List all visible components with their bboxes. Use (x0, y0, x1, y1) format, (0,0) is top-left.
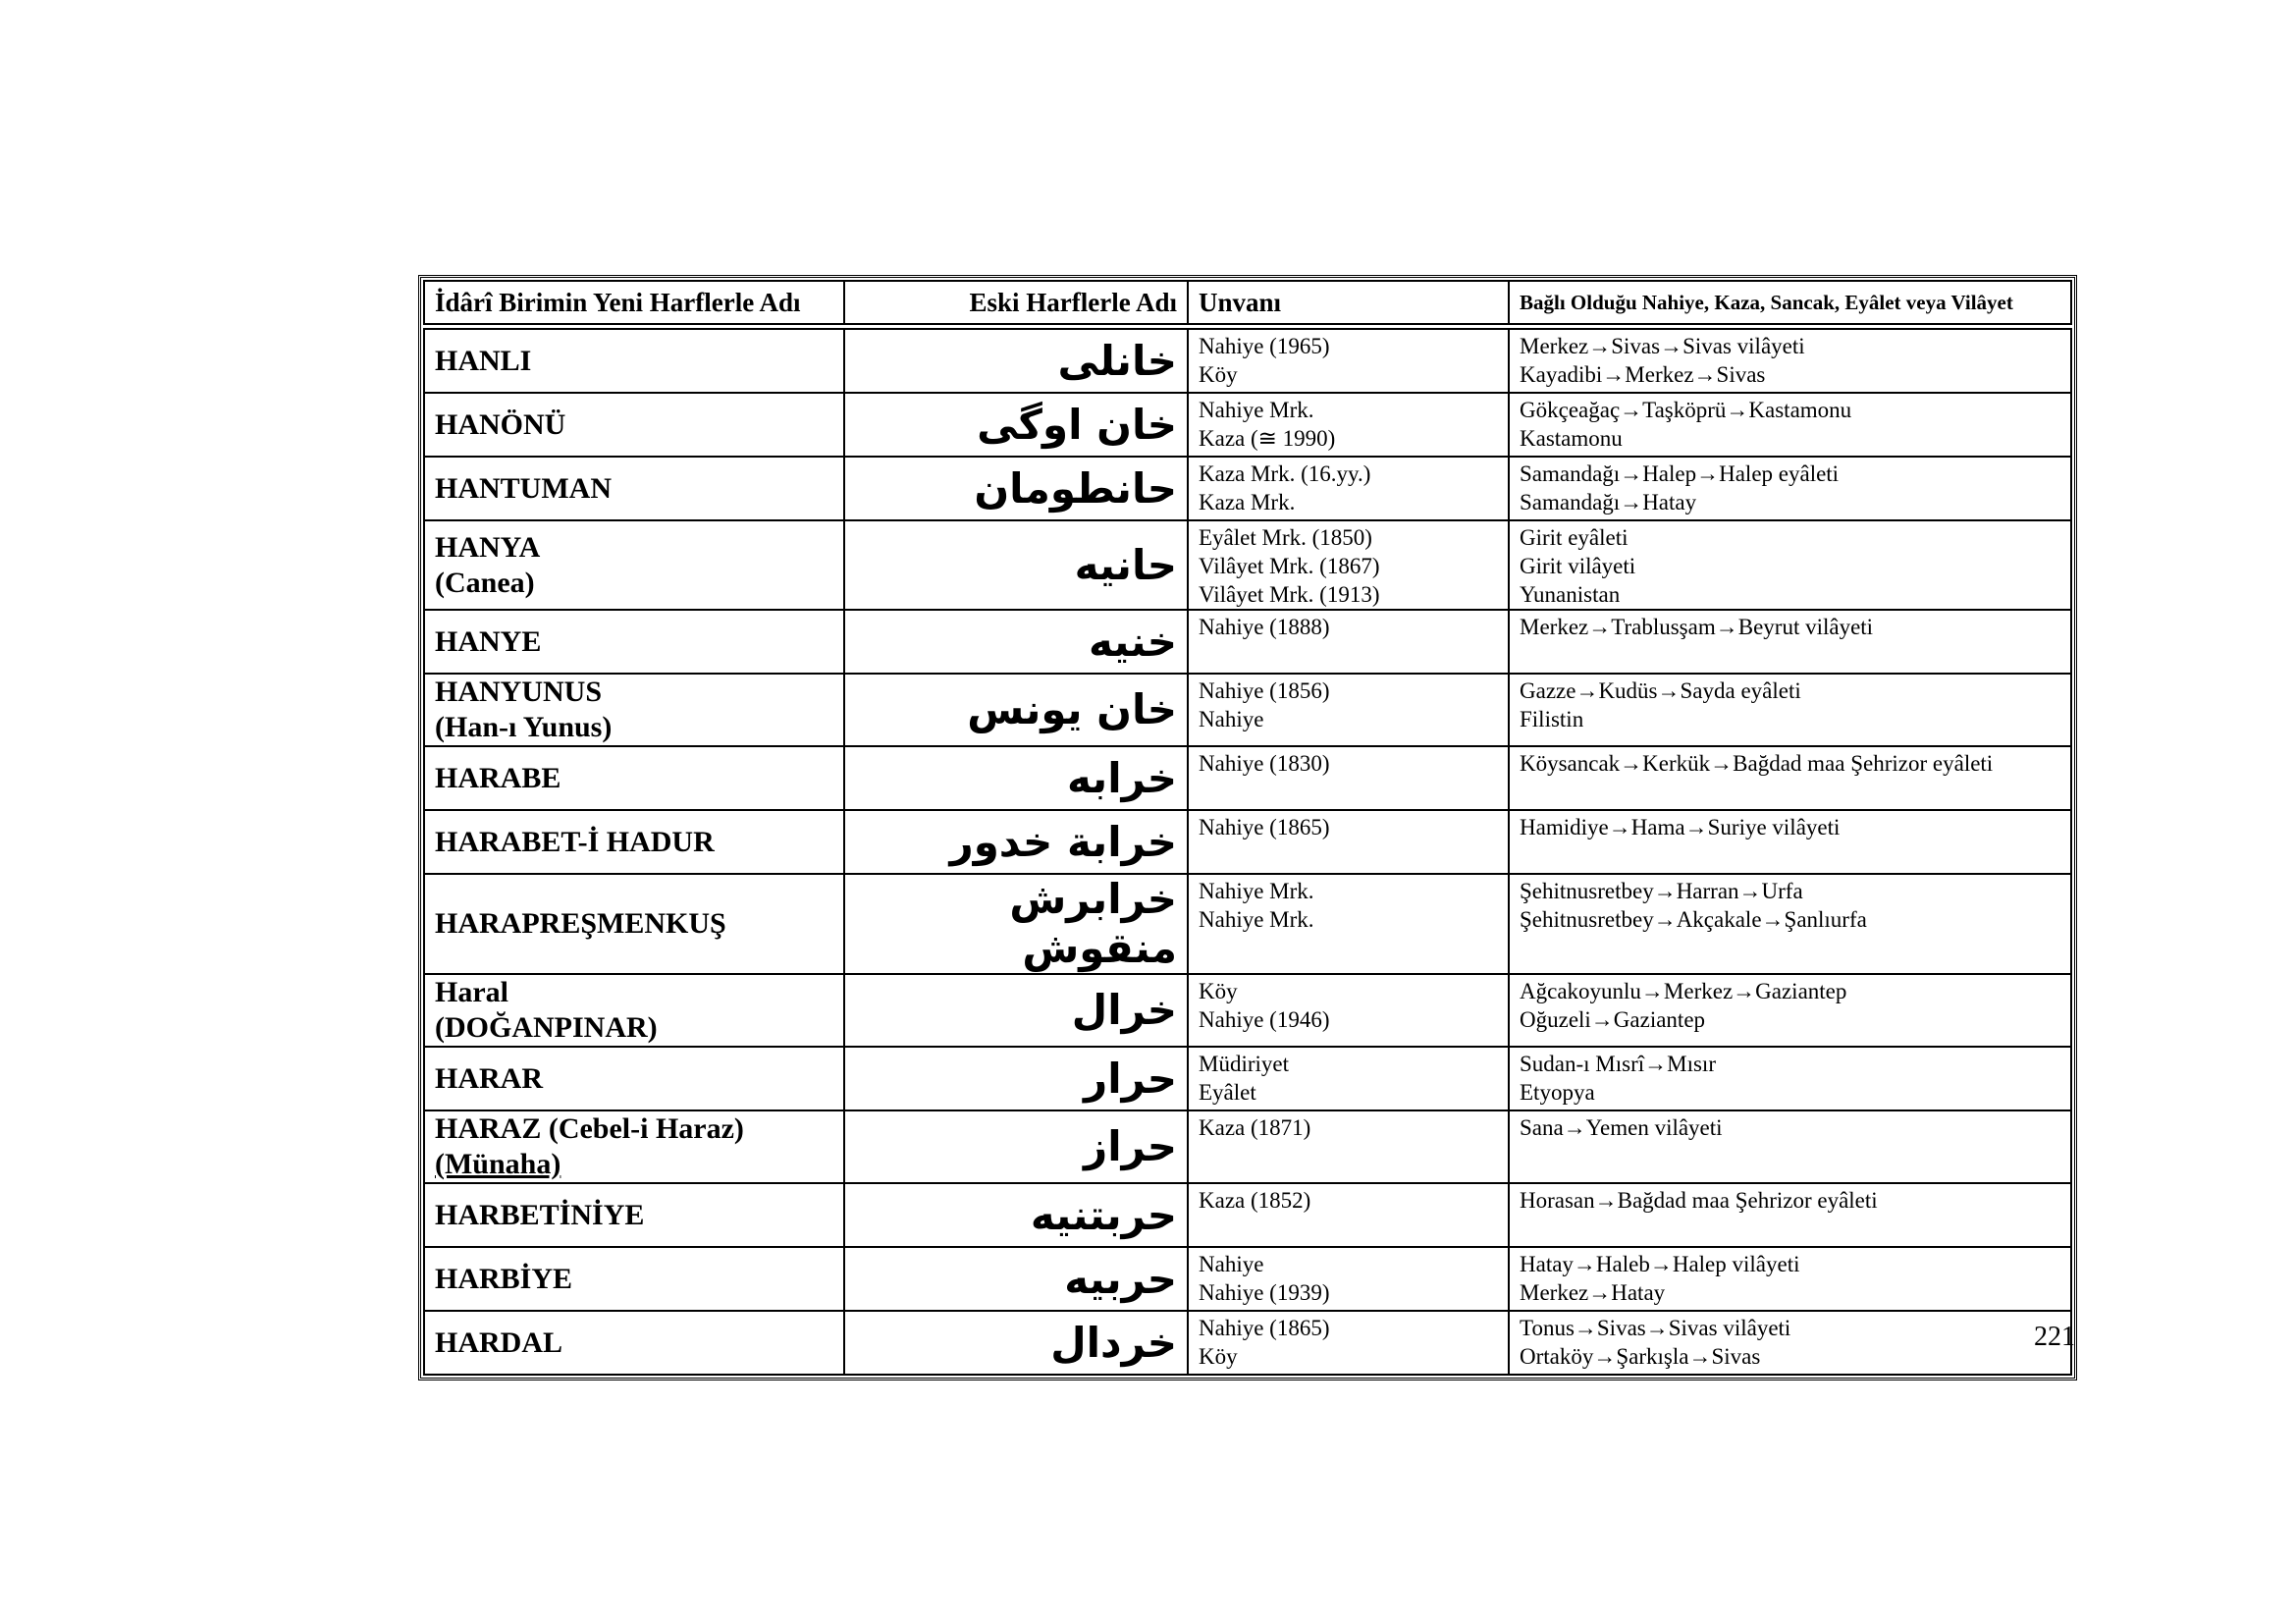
bagli-line: Şehitnusretbey→Harran→Urfa (1520, 879, 1803, 903)
yeni-ad-line: (Münaha) (435, 1148, 561, 1180)
cell-yeni-ad (424, 1183, 844, 1247)
unvan-line: Köy (1199, 1344, 1238, 1369)
cell-bagli (1509, 457, 2071, 520)
cell-unvan (1188, 610, 1509, 674)
bagli-line: Samandağı→Hatay (1520, 490, 1697, 514)
cell-eski-ad: خرال (844, 974, 1188, 1047)
unvan-line: Eyâlet Mrk. (1850) (1199, 525, 1372, 550)
gazetteer-table-frame (418, 275, 2077, 1380)
yeni-ad-line: HARABET-İ HADUR (435, 825, 715, 858)
cell-eski-ad: خان اوگى (844, 393, 1188, 457)
cell-eski-ad: خان يونس (844, 674, 1188, 746)
cell-yeni-ad (424, 457, 844, 520)
cell-unvan (1188, 457, 1509, 520)
bagli-line: Samandağı→Halep→Halep eyâleti (1520, 461, 1840, 486)
table-body (424, 329, 2071, 1375)
unvan-line: Nahiye (1830) (1199, 751, 1330, 776)
cell-yeni-ad (424, 874, 844, 974)
bagli-line: Merkez→Sivas→Sivas vilâyeti (1520, 334, 1805, 358)
page-number: 221 (2034, 1322, 2075, 1352)
yeni-ad-line: HARABE (435, 761, 561, 794)
cell-bagli (1509, 674, 2071, 746)
yeni-ad-line: HANLI (435, 344, 532, 377)
yeni-ad-line: HARAPREŞMENKUŞ (435, 907, 726, 940)
table-row (424, 1183, 2071, 1247)
bagli-line: Etyopya (1520, 1080, 1595, 1105)
unvan-line: Kaza Mrk. (1199, 490, 1296, 514)
bagli-line: Gazze→Kudüs→Sayda eyâleti (1520, 678, 1801, 703)
unvan-line: Müdiriyet (1199, 1052, 1289, 1076)
yeni-ad-line: HANYA (435, 530, 541, 564)
yeni-ad-line: (Han-ı Yunus) (435, 711, 613, 743)
unvan-line: Vilâyet Mrk. (1913) (1199, 582, 1380, 607)
cell-bagli (1509, 810, 2071, 874)
cell-yeni-ad (424, 1110, 844, 1183)
unvan-line: Nahiye Mrk. (1199, 398, 1314, 422)
table-row (424, 393, 2071, 457)
cell-eski-ad: حرار (844, 1047, 1188, 1110)
cell-eski-ad: خنيه (844, 610, 1188, 674)
yeni-ad-line: HARBETİNİYE (435, 1198, 645, 1231)
cell-yeni-ad (424, 746, 844, 810)
cell-yeni-ad (424, 1047, 844, 1110)
table-row (424, 974, 2071, 1047)
table-row (424, 1047, 2071, 1110)
yeni-ad-line: (DOĞANPINAR) (435, 1011, 658, 1044)
bagli-line: Horasan→Bağdad maa Şehrizor eyâleti (1520, 1188, 1878, 1213)
cell-unvan (1188, 810, 1509, 874)
cell-yeni-ad (424, 329, 844, 393)
bagli-line: Ortaköy→Şarkışla→Sivas (1520, 1344, 1761, 1369)
table-row (424, 810, 2071, 874)
cell-unvan (1188, 1183, 1509, 1247)
unvan-line: Nahiye (1939) (1199, 1280, 1330, 1305)
cell-eski-ad: خانلى (844, 329, 1188, 393)
cell-eski-ad: حانطومان (844, 457, 1188, 520)
yeni-ad-line: HANYUNUS (435, 676, 603, 708)
cell-bagli (1509, 393, 2071, 457)
cell-yeni-ad (424, 974, 844, 1047)
bagli-line: Hamidiye→Hama→Suriye vilâyeti (1520, 815, 1841, 839)
cell-bagli (1509, 610, 2071, 674)
bagli-line: Tonus→Sivas→Sivas vilâyeti (1520, 1316, 1791, 1340)
cell-unvan (1188, 1311, 1509, 1375)
cell-bagli (1509, 746, 2071, 810)
bagli-line: Girit vilâyeti (1520, 554, 1636, 578)
cell-eski-ad: حربتنيه (844, 1183, 1188, 1247)
bagli-line: Hatay→Haleb→Halep vilâyeti (1520, 1252, 1800, 1276)
bagli-line: Köysancak→Kerkük→Bağdad maa Şehrizor eyâleti (1520, 751, 1994, 776)
table-row (424, 674, 2071, 746)
header-eski-ad: Eski Harflerle Adı (844, 281, 1188, 324)
yeni-ad-line: HARBİYE (435, 1262, 573, 1295)
cell-bagli (1509, 1247, 2071, 1311)
cell-unvan (1188, 1110, 1509, 1183)
cell-bagli (1509, 874, 2071, 974)
yeni-ad-line: HANÖNÜ (435, 407, 566, 441)
yeni-ad-line: HANYE (435, 624, 542, 658)
unvan-line: Nahiye Mrk. (1199, 879, 1314, 903)
unvan-line: Kaza Mrk. (16.yy.) (1199, 461, 1371, 486)
cell-bagli (1509, 329, 2071, 393)
cell-eski-ad: خردال (844, 1311, 1188, 1375)
cell-bagli (1509, 1047, 2071, 1110)
unvan-line: Nahiye (1865) (1199, 815, 1330, 839)
unvan-line: Nahiye (1946) (1199, 1007, 1330, 1032)
cell-bagli (1509, 974, 2071, 1047)
yeni-ad-line: HARAZ (Cebel-i Haraz) (435, 1112, 744, 1145)
cell-eski-ad: حراز (844, 1110, 1188, 1183)
table-header (424, 281, 2071, 329)
header-yeni-ad: İdârî Birimin Yeni Harflerle Adı (424, 281, 844, 324)
unvan-line: Vilâyet Mrk. (1867) (1199, 554, 1380, 578)
table-row (424, 457, 2071, 520)
cell-yeni-ad (424, 393, 844, 457)
table-row (424, 1110, 2071, 1183)
unvan-line: Köy (1199, 362, 1238, 387)
bagli-line: Oğuzeli→Gaziantep (1520, 1007, 1706, 1032)
unvan-line: Nahiye (1199, 707, 1264, 731)
bagli-line: Sana→Yemen vilâyeti (1520, 1115, 1723, 1140)
bagli-line: Kastamonu (1520, 426, 1623, 451)
cell-unvan (1188, 974, 1509, 1047)
bagli-line: Filistin (1520, 707, 1584, 731)
unvan-line: Nahiye (1965) (1199, 334, 1330, 358)
yeni-ad-line: HANTUMAN (435, 471, 612, 505)
unvan-line: Nahiye (1199, 1252, 1264, 1276)
table-row (424, 874, 2071, 974)
cell-bagli (1509, 520, 2071, 610)
unvan-line: Kaza (≅ 1990) (1199, 426, 1336, 451)
bagli-line: Girit eyâleti (1520, 525, 1629, 550)
unvan-line: Nahiye Mrk. (1199, 907, 1314, 932)
unvan-line: Nahiye (1865) (1199, 1316, 1330, 1340)
cell-yeni-ad (424, 610, 844, 674)
cell-unvan (1188, 1247, 1509, 1311)
unvan-line: Kaza (1852) (1199, 1188, 1311, 1213)
cell-unvan (1188, 520, 1509, 610)
unvan-line: Kaza (1871) (1199, 1115, 1311, 1140)
cell-yeni-ad (424, 1247, 844, 1311)
bagli-line: Sudan-ı Mısrî→Mısır (1520, 1052, 1716, 1076)
yeni-ad-line: HARDAL (435, 1326, 563, 1359)
unvan-line: Nahiye (1888) (1199, 615, 1330, 639)
cell-unvan (1188, 746, 1509, 810)
bagli-line: Şehitnusretbey→Akçakale→Şanlıurfa (1520, 907, 1867, 932)
bagli-line: Merkez→Hatay (1520, 1280, 1666, 1305)
bagli-line: Kayadibi→Merkez→Sivas (1520, 362, 1766, 387)
cell-unvan (1188, 329, 1509, 393)
cell-yeni-ad (424, 1311, 844, 1375)
cell-unvan (1188, 393, 1509, 457)
cell-eski-ad: حربيه (844, 1247, 1188, 1311)
cell-bagli (1509, 1183, 2071, 1247)
bagli-line: Yunanistan (1520, 582, 1621, 607)
header-unvan: Unvanı (1188, 281, 1509, 324)
table-row (424, 1247, 2071, 1311)
cell-yeni-ad (424, 520, 844, 610)
bagli-line: Gökçeağaç→Taşköprü→Kastamonu (1520, 398, 1852, 422)
bagli-line: Merkez→Trablusşam→Beyrut vilâyeti (1520, 615, 1874, 639)
table-row (424, 610, 2071, 674)
cell-unvan (1188, 874, 1509, 974)
cell-yeni-ad (424, 810, 844, 874)
cell-unvan (1188, 1047, 1509, 1110)
gazetteer-table (423, 280, 2072, 1376)
cell-eski-ad: خرابه (844, 746, 1188, 810)
table-row (424, 746, 2071, 810)
header-bagli: Bağlı Olduğu Nahiye, Kaza, Sancak, Eyâlet veya Vilâyet (1509, 281, 2071, 324)
unvan-line: Nahiye (1856) (1199, 678, 1330, 703)
table-row (424, 520, 2071, 610)
cell-eski-ad: خرابة خدور (844, 810, 1188, 874)
cell-eski-ad: خرابرش منقوش (844, 874, 1188, 974)
bagli-line: Ağcakoyunlu→Merkez→Gaziantep (1520, 979, 1847, 1003)
cell-bagli (1509, 1110, 2071, 1183)
yeni-ad-line: Haral (435, 976, 508, 1008)
table-row (424, 1311, 2071, 1375)
cell-yeni-ad (424, 674, 844, 746)
yeni-ad-line: (Canea) (435, 566, 535, 599)
unvan-line: Eyâlet (1199, 1080, 1256, 1105)
cell-eski-ad: حانيه (844, 520, 1188, 610)
unvan-line: Köy (1199, 979, 1238, 1003)
cell-unvan (1188, 674, 1509, 746)
cell-bagli (1509, 1311, 2071, 1375)
yeni-ad-line: HARAR (435, 1061, 543, 1095)
table-row (424, 329, 2071, 393)
